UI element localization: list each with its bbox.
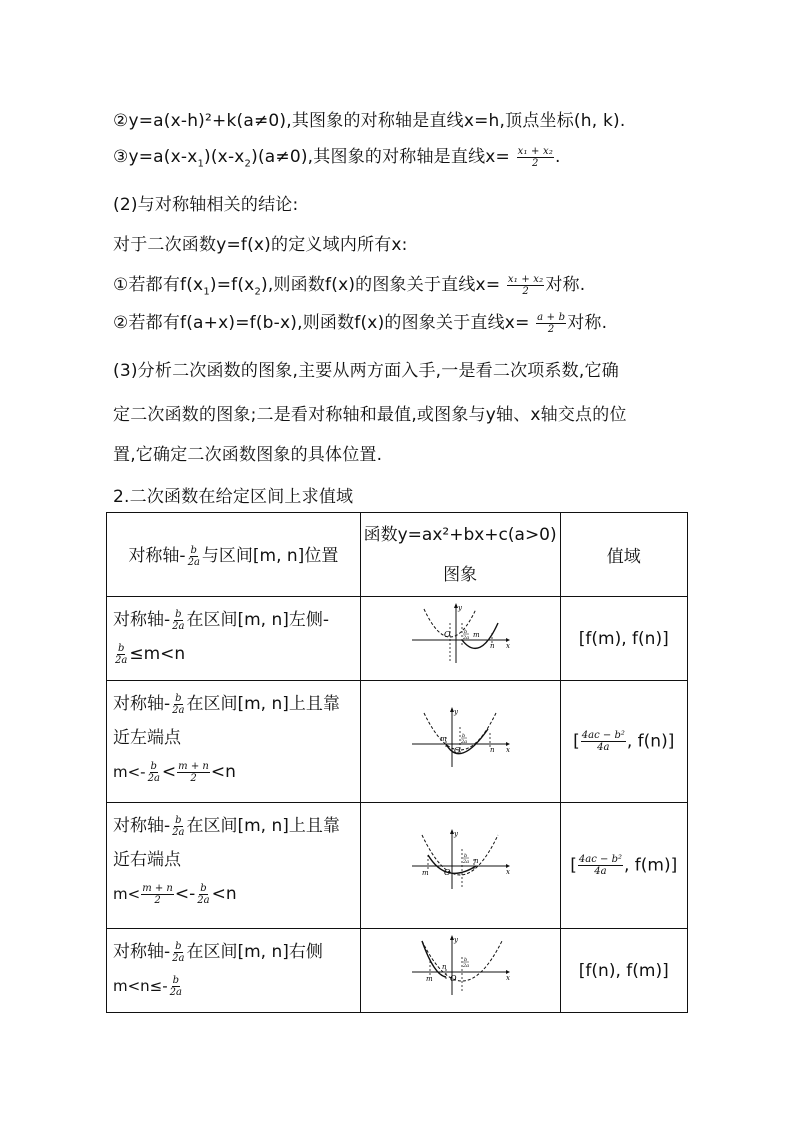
header-graph-line-2: 图象	[443, 564, 478, 585]
fraction-denominator: 2a	[197, 894, 210, 906]
b-label: b	[462, 733, 466, 739]
text: 对称.	[567, 313, 608, 333]
2a-label: 2a	[461, 739, 468, 745]
text: ①若都有f(x	[113, 275, 204, 295]
paragraph-analysis-line-2: 定二次函数的图象;二是看对称轴和最值,或图象与y轴、x轴交点的位	[113, 405, 627, 425]
table-row	[107, 929, 688, 1013]
text: [	[570, 855, 577, 876]
fraction-denominator: 2a	[147, 772, 160, 784]
text: m<	[113, 885, 141, 903]
y-axis-label: y	[454, 936, 459, 944]
subscript: 2	[254, 286, 262, 298]
fraction-numerator: b	[117, 642, 125, 654]
n-label: n	[442, 963, 447, 971]
fraction-denominator: 4a	[594, 866, 607, 877]
fraction-denominator: 2a	[172, 704, 185, 716]
text: , f(n)]	[626, 731, 675, 752]
parabola-graph-left	[410, 603, 510, 665]
line-intercept-form	[113, 142, 561, 169]
y-axis-label: y	[454, 708, 459, 716]
y-axis-label: y	[454, 830, 459, 838]
fraction-numerator: m + n	[178, 760, 209, 772]
fraction	[517, 146, 554, 169]
text: ≤m<n	[129, 644, 186, 664]
fraction-numerator: 4ac − b²	[581, 730, 625, 741]
heading-range-on-interval: 2.二次函数在给定区间上求值域	[113, 487, 354, 507]
origin-label: O	[444, 868, 451, 877]
fraction-denominator: 2a	[169, 986, 182, 998]
text: m<-	[113, 763, 146, 781]
fraction-numerator: b	[175, 814, 182, 826]
fraction	[171, 693, 185, 716]
paragraph-analysis-line-3: 置,它确定二次函数图象的具体位置.	[113, 445, 383, 465]
y-axis-label: y	[458, 604, 463, 612]
origin-label: O	[454, 746, 461, 755]
m-label: m	[440, 735, 447, 743]
text: 在区间[m, n]右侧	[186, 942, 323, 962]
paragraph-analysis-line-1: (3)分析二次函数的图象,主要从两方面入手,一是看二次项系数,它确	[113, 361, 619, 381]
text: 近右端点	[113, 850, 181, 870]
fraction-numerator: b	[190, 544, 197, 556]
fraction-numerator: b	[175, 692, 182, 704]
fraction-numerator: m + n	[142, 882, 173, 894]
subscript: 1	[197, 158, 205, 170]
fraction	[171, 609, 185, 632]
text: ),则函数f(x)的图象关于直线x=	[261, 275, 501, 295]
table-header-row	[107, 513, 688, 597]
condition-cell	[107, 803, 361, 929]
graph-cell	[360, 681, 560, 803]
text: 对称.	[545, 275, 586, 295]
range-cell	[560, 681, 688, 803]
header-position	[107, 513, 361, 597]
fraction	[536, 312, 566, 335]
text: m<n≤-	[113, 977, 168, 995]
text: <n	[211, 884, 237, 904]
condition-cell	[107, 597, 361, 681]
x-axis-label: x	[506, 746, 511, 754]
text: )(x-x	[204, 147, 245, 167]
header-range: 值域	[560, 513, 688, 597]
text: 对称轴-	[113, 610, 171, 630]
text: )(a≠0),其图象的对称轴是直线x=	[251, 147, 510, 167]
parabola-graph-left-near	[410, 707, 510, 769]
fraction	[578, 854, 623, 877]
range-cell	[560, 803, 688, 929]
fraction-denominator: 2a	[172, 952, 185, 964]
text: 与区间[m, n]位置	[201, 546, 339, 567]
text: 对称轴-	[113, 942, 171, 962]
graph-cell	[360, 929, 560, 1013]
fraction-denominator: 2a	[172, 620, 185, 632]
m-label: m	[426, 975, 433, 983]
origin-label: O	[450, 974, 457, 983]
b-label: b	[464, 629, 468, 635]
fraction-denominator: 2	[190, 772, 197, 784]
text: )=f(x	[209, 275, 255, 295]
x-axis-label: x	[506, 642, 511, 650]
fraction	[141, 883, 174, 906]
range-cell: [f(n), f(m)]	[560, 929, 688, 1013]
text: <n	[210, 762, 236, 782]
text: ③y=a(x-x	[113, 147, 198, 167]
m-label: m	[422, 869, 429, 877]
fraction	[196, 883, 210, 906]
header-graph-line-1: 函数y=ax²+bx+c(a>0)	[363, 524, 557, 545]
x-axis-label: x	[506, 974, 511, 982]
b-label: b	[464, 853, 468, 859]
fraction-denominator: 2	[522, 285, 529, 297]
fraction-denominator: 2a	[115, 654, 128, 666]
n-label: n	[490, 642, 495, 650]
origin-label: O	[444, 630, 451, 639]
text: 对称轴-	[113, 816, 171, 836]
line-conclusion-2	[113, 308, 607, 335]
fraction-denominator: 4a	[597, 742, 610, 753]
fraction-numerator: 4ac − b²	[578, 854, 622, 865]
2a-label: 2a	[463, 635, 470, 641]
parabola-graph-right-near	[410, 829, 510, 891]
fraction	[507, 274, 544, 297]
condition-cell	[107, 929, 361, 1013]
text: <	[161, 762, 177, 782]
n-label: n	[490, 746, 495, 754]
line-conclusion-1	[113, 270, 585, 297]
text: [	[573, 731, 580, 752]
fraction	[114, 643, 128, 666]
fraction-numerator: b	[175, 608, 182, 620]
subscript: 1	[203, 286, 210, 298]
parabola-graph-right	[410, 935, 510, 997]
header-graph	[360, 513, 560, 597]
condition-text	[107, 929, 360, 1009]
fraction-numerator: b	[150, 760, 157, 772]
n-label: n	[474, 857, 479, 865]
heading-symmetry-conclusions: (2)与对称轴相关的结论:	[113, 195, 299, 215]
line-vertex-form: ②y=a(x-h)²+k(a≠0),其图象的对称轴是直线x=h,顶点坐标(h, k).	[113, 111, 626, 131]
fraction-numerator: x₁ + x₂	[517, 145, 554, 157]
text: 在区间[m, n]左侧-	[186, 610, 330, 630]
condition-text	[107, 681, 360, 795]
fraction-denominator: 2	[547, 323, 555, 335]
fraction-denominator: 2a	[187, 556, 200, 568]
fraction	[177, 761, 210, 784]
range-table	[106, 512, 688, 1013]
table-row	[107, 803, 688, 929]
fraction-numerator: a + b	[537, 311, 566, 323]
text: 对称轴-	[113, 694, 171, 714]
condition-cell	[107, 681, 361, 803]
text: 近左端点	[113, 728, 181, 748]
condition-text	[107, 803, 360, 917]
m-label: m	[473, 631, 480, 639]
text: .	[555, 147, 561, 167]
graph-cell	[360, 597, 560, 681]
text: 对称轴-	[128, 546, 186, 567]
fraction	[147, 761, 161, 784]
text: 在区间[m, n]上且靠	[186, 816, 340, 836]
fraction	[187, 545, 201, 568]
text: ②若都有f(a+x)=f(b-x),则函数f(x)的图象关于直线x=	[113, 313, 530, 333]
range-cell: [f(m), f(n)]	[560, 597, 688, 681]
fraction-numerator: b	[200, 882, 207, 894]
text: , f(m)]	[623, 855, 678, 876]
subscript: 2	[244, 158, 252, 170]
fraction	[581, 730, 626, 753]
b-label: b	[464, 957, 468, 963]
graph-cell	[360, 803, 560, 929]
fraction-numerator: x₁ + x₂	[507, 273, 544, 285]
fraction-numerator: b	[172, 974, 180, 986]
fraction	[171, 941, 185, 964]
table-row	[107, 681, 688, 803]
fraction-numerator: b	[175, 940, 182, 952]
text: 在区间[m, n]上且靠	[186, 694, 340, 714]
condition-text	[107, 597, 360, 677]
fraction-denominator: 2	[532, 157, 539, 169]
fraction	[169, 975, 183, 998]
line-domain-statement: 对于二次函数y=f(x)的定义域内所有x:	[113, 235, 408, 255]
fraction-denominator: 2	[154, 894, 161, 906]
fraction	[171, 815, 185, 838]
text: <-	[174, 884, 196, 904]
2a-label: 2a	[463, 859, 470, 865]
table-row	[107, 597, 688, 681]
x-axis-label: x	[506, 868, 511, 876]
2a-label: 2a	[463, 963, 470, 969]
fraction-denominator: 2a	[172, 826, 185, 838]
